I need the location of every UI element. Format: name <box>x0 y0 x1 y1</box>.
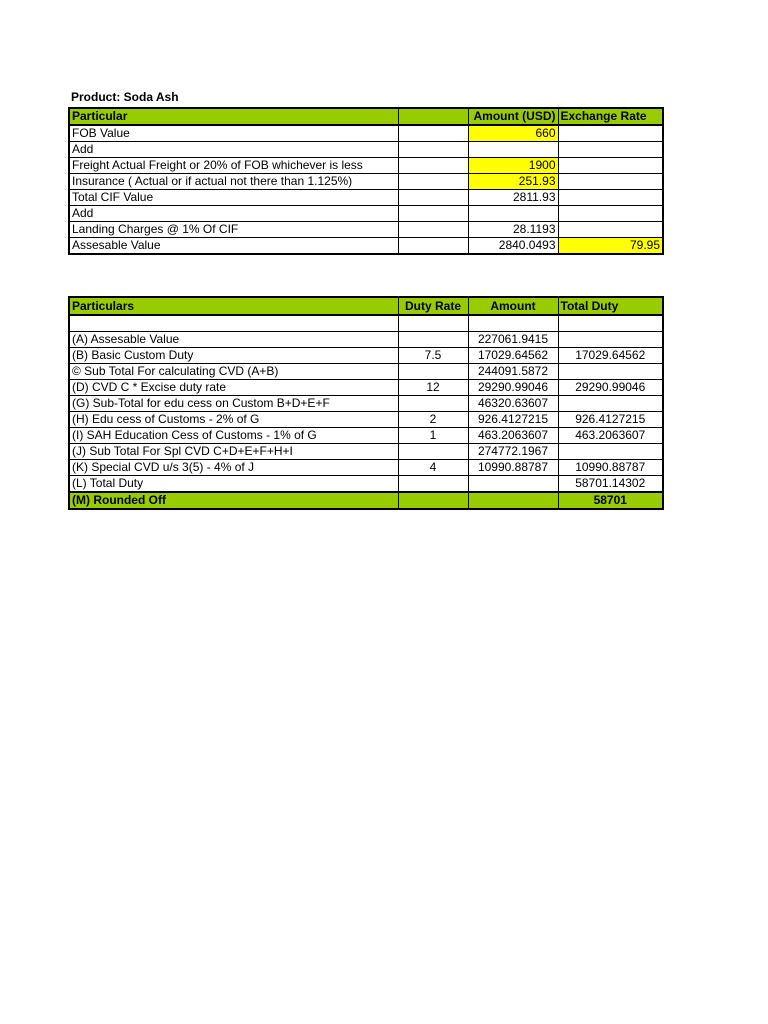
rounded-off-label[interactable]: (M) Rounded Off <box>69 492 398 509</box>
table-row <box>69 125 663 142</box>
total-duty-cell[interactable]: 58701.14302 <box>558 476 663 493</box>
total-duty-cell[interactable]: 463.2063607 <box>558 428 663 444</box>
table-row <box>69 380 663 396</box>
amount-cell[interactable]: 926.4127215 <box>468 412 558 428</box>
particular-cell[interactable]: Add <box>69 142 398 158</box>
duty-rate-cell[interactable] <box>398 332 468 348</box>
table-row <box>69 332 663 348</box>
table-row <box>69 428 663 444</box>
amount-cell[interactable] <box>468 142 558 158</box>
exchange-rate-cell[interactable] <box>558 206 663 222</box>
particular-cell[interactable]: Total CIF Value <box>69 190 398 206</box>
particulars-cell[interactable]: (G) Sub-Total for edu cess on Custom B+D+E+F <box>69 396 398 412</box>
table-row <box>69 396 663 412</box>
particulars-cell[interactable]: (I) SAH Education Cess of Customs - 1% of G <box>69 428 398 444</box>
rounded-off-row <box>69 492 663 509</box>
duty-rate-cell[interactable]: 4 <box>398 460 468 476</box>
particular-cell[interactable]: FOB Value <box>69 125 398 142</box>
table-row <box>69 412 663 428</box>
particular-cell[interactable]: Landing Charges @ 1% Of CIF <box>69 222 398 238</box>
amount-cell[interactable] <box>468 476 558 493</box>
exchange-rate-cell[interactable]: 79.95 <box>558 238 663 255</box>
duty-rate-cell[interactable]: 7.5 <box>398 348 468 364</box>
blank-cell[interactable] <box>398 142 468 158</box>
table-row <box>69 174 663 190</box>
blank-cell[interactable] <box>398 206 468 222</box>
blank-cell[interactable] <box>398 222 468 238</box>
exchange-rate-cell[interactable] <box>558 174 663 190</box>
amount-cell[interactable]: 28.1193 <box>468 222 558 238</box>
amount-cell[interactable]: 10990.88787 <box>468 460 558 476</box>
particular-cell[interactable]: Insurance ( Actual or if actual not there than 1.125%) <box>69 174 398 190</box>
duty-rate-cell[interactable]: 12 <box>398 380 468 396</box>
blank-cell[interactable] <box>468 492 558 509</box>
particular-cell[interactable]: Assesable Value <box>69 238 398 255</box>
table-header-row <box>69 297 663 315</box>
table-row <box>69 190 663 206</box>
amount-cell[interactable]: 2811.93 <box>468 190 558 206</box>
duty-rate-cell[interactable] <box>398 444 468 460</box>
amount-cell[interactable]: 463.2063607 <box>468 428 558 444</box>
amount-cell[interactable] <box>468 206 558 222</box>
exchange-rate-cell[interactable] <box>558 158 663 174</box>
blank-row <box>69 315 663 332</box>
duty-rate-cell[interactable] <box>398 364 468 380</box>
blank-cell[interactable] <box>398 158 468 174</box>
amount-cell[interactable]: 244091.5872 <box>468 364 558 380</box>
total-duty-cell[interactable]: 10990.88787 <box>558 460 663 476</box>
duty-rate-cell[interactable] <box>398 396 468 412</box>
blank-cell[interactable] <box>398 238 468 255</box>
header-total-duty[interactable]: Total Duty <box>558 297 663 315</box>
header-exchange-rate[interactable]: Exchange Rate <box>558 108 663 125</box>
table-row <box>69 238 663 255</box>
table-row <box>69 158 663 174</box>
exchange-rate-cell[interactable] <box>558 142 663 158</box>
table-row <box>69 206 663 222</box>
particular-cell[interactable]: Add <box>69 206 398 222</box>
table-row <box>69 476 663 493</box>
total-duty-cell[interactable]: 29290.99046 <box>558 380 663 396</box>
particulars-cell[interactable]: (A) Assesable Value <box>69 332 398 348</box>
amount-cell[interactable]: 46320.63607 <box>468 396 558 412</box>
total-duty-cell[interactable] <box>558 332 663 348</box>
particulars-cell[interactable]: (K) Special CVD u/s 3(5) - 4% of J <box>69 460 398 476</box>
amount-cell[interactable]: 227061.9415 <box>468 332 558 348</box>
exchange-rate-cell[interactable] <box>558 222 663 238</box>
blank-cell[interactable] <box>398 174 468 190</box>
particular-cell[interactable]: Freight Actual Freight or 20% of FOB whichever is less <box>69 158 398 174</box>
rounded-off-total[interactable]: 58701 <box>558 492 663 509</box>
table-row <box>69 460 663 476</box>
duty-rate-cell[interactable]: 1 <box>398 428 468 444</box>
header-amount[interactable]: Amount <box>468 297 558 315</box>
particulars-cell[interactable]: (B) Basic Custom Duty <box>69 348 398 364</box>
amount-cell[interactable]: 274772.1967 <box>468 444 558 460</box>
total-duty-cell[interactable] <box>558 396 663 412</box>
table-header-row <box>69 108 663 125</box>
product-title: Product: Soda Ash <box>71 90 179 104</box>
header-particular[interactable]: Particular <box>69 108 398 125</box>
total-duty-cell[interactable]: 17029.64562 <box>558 348 663 364</box>
amount-cell[interactable]: 251.93 <box>468 174 558 190</box>
particulars-cell[interactable]: (D) CVD C * Excise duty rate <box>69 380 398 396</box>
header-particulars[interactable]: Particulars <box>69 297 398 315</box>
particulars-cell[interactable]: (J) Sub Total For Spl CVD C+D+E+F+H+I <box>69 444 398 460</box>
table-row <box>69 444 663 460</box>
total-duty-cell[interactable] <box>558 364 663 380</box>
exchange-rate-cell[interactable] <box>558 125 663 142</box>
table-row <box>69 222 663 238</box>
header-amount-usd[interactable]: Amount (USD) <box>468 108 558 125</box>
amount-cell[interactable]: 29290.99046 <box>468 380 558 396</box>
blank-cell[interactable] <box>398 190 468 206</box>
duty-rate-cell[interactable]: 2 <box>398 412 468 428</box>
amount-cell[interactable]: 660 <box>468 125 558 142</box>
particulars-cell[interactable]: © Sub Total For calculating CVD (A+B) <box>69 364 398 380</box>
amount-cell[interactable]: 2840.0493 <box>468 238 558 255</box>
header-blank[interactable] <box>398 108 468 125</box>
total-duty-cell[interactable]: 926.4127215 <box>558 412 663 428</box>
total-duty-cell[interactable] <box>558 444 663 460</box>
exchange-rate-cell[interactable] <box>558 190 663 206</box>
blank-cell[interactable] <box>398 125 468 142</box>
table-row <box>69 364 663 380</box>
table-row <box>69 348 663 364</box>
table-row <box>69 142 663 158</box>
duty-calculation-table <box>68 296 664 510</box>
particulars-cell[interactable]: (H) Edu cess of Customs - 2% of G <box>69 412 398 428</box>
blank-cell[interactable] <box>398 492 468 509</box>
amount-cell[interactable]: 1900 <box>468 158 558 174</box>
amount-cell[interactable]: 17029.64562 <box>468 348 558 364</box>
header-duty-rate[interactable]: Duty Rate <box>398 297 468 315</box>
assessable-value-table <box>68 107 664 255</box>
particulars-cell[interactable]: (L) Total Duty <box>69 476 398 493</box>
duty-rate-cell[interactable] <box>398 476 468 493</box>
